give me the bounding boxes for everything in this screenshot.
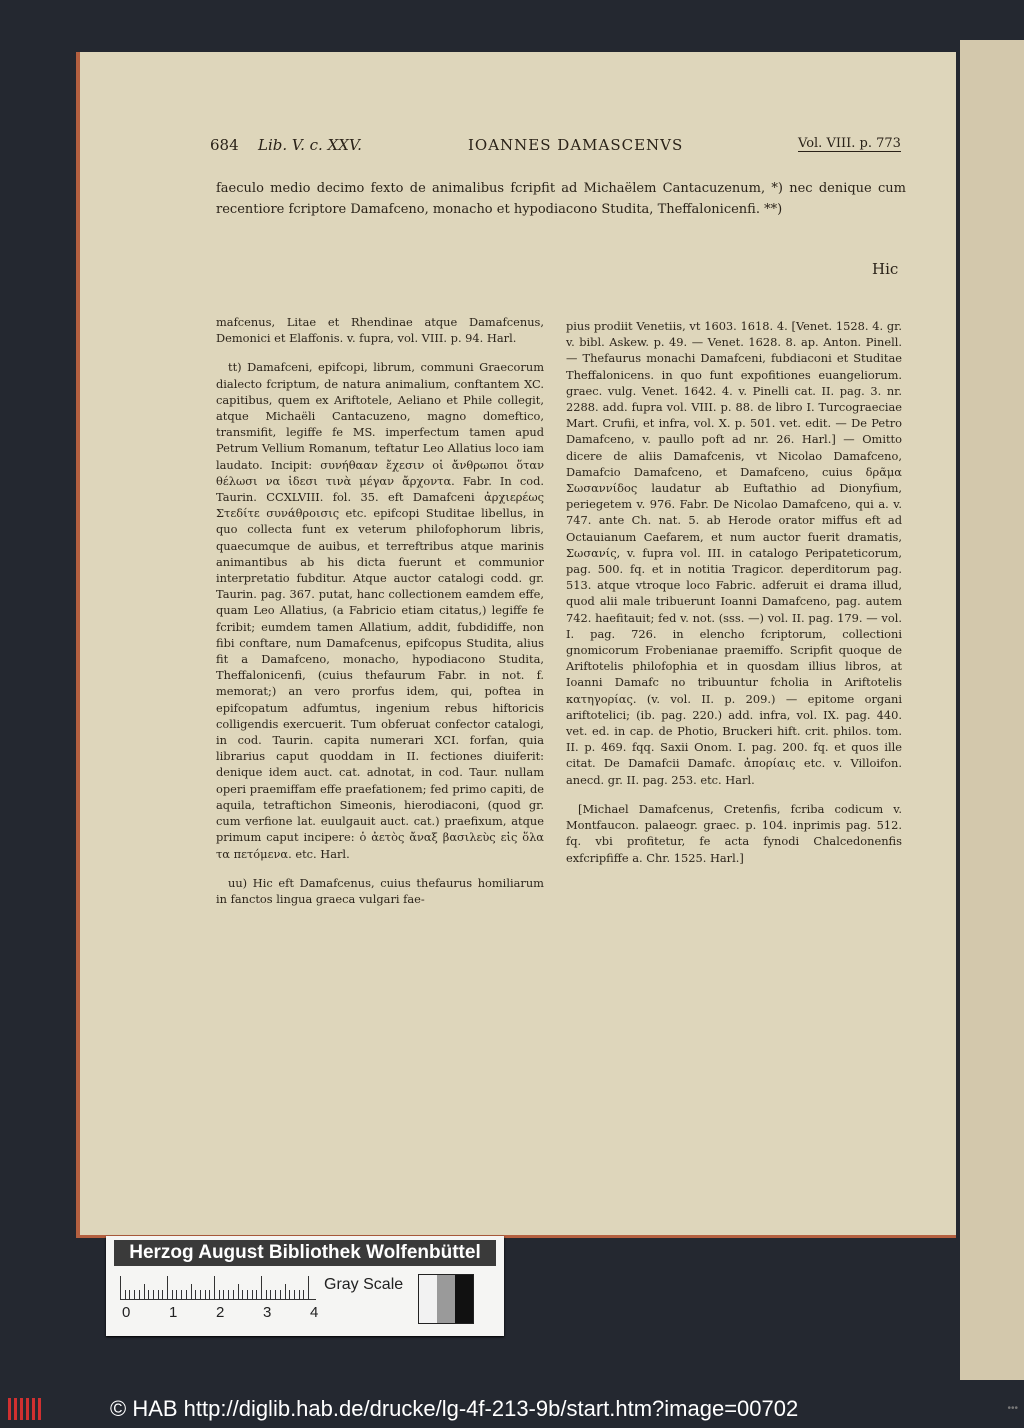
ruler-tick xyxy=(219,1290,220,1300)
adjacent-page-edge xyxy=(960,40,1024,1380)
section-ref: Lib. V. c. XXV. xyxy=(258,136,362,154)
dots-icon: ••• xyxy=(1007,1403,1018,1414)
ruler-tick xyxy=(289,1290,290,1300)
ruler-tick xyxy=(134,1290,135,1300)
intro-text: faeculo medio decimo fexto de animalibus fcripfit ad Michaëlem Cantacuzenum, *) nec denique cum recentiore fcriptore Damafceno, monacho et hypodiacono Studita, Theffalonicenfi. **) xyxy=(216,181,906,217)
hab-logo-icon xyxy=(8,1398,44,1420)
ruler-tick xyxy=(280,1290,281,1300)
ruler-tick xyxy=(247,1290,248,1300)
footnote-paragraph: mafcenus, Litae et Rhendinae atque Damafcenus, Demonici et Elaffonis. v. fupra, vol. VIII. p. 94. Harl. xyxy=(216,315,544,346)
ruler-tick xyxy=(129,1290,130,1300)
ruler-tick xyxy=(294,1290,295,1300)
volume-ref: Vol. VIII. p. 773 xyxy=(798,136,901,151)
left-footnote-column xyxy=(216,314,544,920)
ruler-tick xyxy=(270,1290,271,1300)
footnote-paragraph: uu) Hic eft Damafcenus, cuius thefaurus homiliarum in fanctos lingua graeca vulgari fae- xyxy=(216,875,544,906)
page-number: 684 xyxy=(210,136,239,154)
ruler-tick xyxy=(158,1290,159,1300)
library-name: Herzog August Bibliothek Wolfenbüttel xyxy=(114,1240,496,1266)
ruler-tick xyxy=(209,1290,210,1300)
ruler-tick xyxy=(228,1290,229,1300)
ruler-tick xyxy=(238,1284,239,1300)
footnote-paragraph: [Michael Damafcenus, Cretenfis, fcriba codicum v. Montfaucon. palaeogr. graec. p. 104. inprimis pag. 512. fq. vbi profitetur, fe acta fynodi Chalcedonenfis exfcripfiffe a. Chr. 1525. Harl.] xyxy=(566,801,902,865)
ruler-tick xyxy=(176,1290,177,1300)
footnote-paragraph: pius prodiit Venetiis, vt 1603. 1618. 4. [Venet. 1528. 4. gr. v. bibl. Askew. p. 49. — Venet. 1628. 8. ap. Anton. Pinell. — Thefaurus monachi Damafceni, fubdiaconi et Studitae Theffalonicens. in quo funt expofitiones euangeliorum. graec. vulg. Venet. 1642. 4. v. Pinelli cat. II. pag. 3. nr. 2288. add. fupra vol. VIII. p. 88. de libro I. Turcograeciae Mart. Crufii, et infra, vol. X. p. 501. vet. edit. — De Petro Damafceno, v. paullo poft ad nr. 26. Harl.] — Omitto dicere de aliis Damafcenis, vt Nicolao Damafceno, Damafcio Damafceno, et Damafceno, cuius δρᾶμα Σωσαννίδος laudatur ab Euftathio ad Dionyfium, periegetem v. 976. Fabr. De Nicolao Damafceno, qui a. v. 747. ante Ch. nat. 5. ab Herode orator miffus eft ad Octauianum Caefarem, et num auctor fuerit dramatis, Σωσανίς, v. fupra vol. III. in catalogo Peripateticorum, pag. 500. fq. et in notitia Tragicor. deperditorum pag. 513. atque vtroque loco Fabric. adferuit ei drama illud, quod alii male tribuerunt Ioanni Damafceno, pag. autem 742. haefitauit; fed v. not. (sss. —) vol. II. pag. 179. — vol. I. pag. 726. in elencho fcriptorum, collectioni gnomicorum Frobenianae praemiffo. Scripfit quoque de Ariftotelis philofophia et in quosdam illius libros, at Ioanni Damafc no tribuuntur fcholia in Ariftotelis κατηγορίας. (v. vol. II. p. 209.) — epitome organi ariftotelici; (ib. pag. 220.) add. infra, vol. IX. pag. 440. vet. ed. in cap. de Photio, Bruckeri hift. crit. philos. tom. II. p. 469. fqq. Saxii Onom. I. pag. 200. fq. et quos ille citat. De Damafcii Damafc. ἀπορίαις etc. v. Villoifon. anecd. gr. II. pag. 253. etc. Harl. xyxy=(566,319,902,787)
ruler-tick xyxy=(223,1290,224,1300)
ruler-tick xyxy=(214,1276,215,1300)
ruler-tick xyxy=(186,1290,187,1300)
scale-number: 2 xyxy=(216,1304,225,1321)
footnote-paragraph: tt) Damafceni, epifcopi, librum, communi Graecorum dialecto fcriptum, de natura animalium, conftantem XC. capitibus, quem ex Ariftotele, Aeliano et Phile collegit, atque Michaëli Cantacuzeno, magno domeftico, transmifit, legiffe fe MS. imperfectum tamen apud Petrum Vellium Romanum, teftatur Leo Allatius loco iam laudato. Incipit: συνήθααν ἔχεσιν οἱ ἄνθρωποι ὅταν θέλωσι να ἰδεσι τινὰ μέγαν ἄρχοντα. Fabr. In cod. Taurin. CCXLVIII. fol. 35. eft Damafceni ἀρχιερέως Στεδίτε συνάθροισις etc. epifcopi Studitae libellus, in quo collecta funt ex veterum philofophorum libris, quaecumque de auibus, et terreftribus atque marinis animantibus ab his dicta fuerunt et communior interpretatio fubditur. Atque auctor catalogi codd. gr. Taurin. pag. 367. putat, hanc collectionem eamdem effe, quam Leo Allatius, (a Fabricio etiam citatus,) legiffe fe fcribit; eumdem tamen Allatium, addit, fubdidiffe, non fibi conftare, num Damafcenus, epifcopus Studita, alius fit a Damafceno, monacho, hypodiacono Studita, Theffalonicenfi, (cuius thefaurum Fabr. in not. f. memorat;) an vero prorfus idem, qui, poftea in epifcopatum adfumtus, ingenium rebus hiftoricis colligendis exercuerit. Tum obferuat confector catalogi, in cod. Taurin. capita numerari XCI. forfan, quia librarius caput quoddam in II. fectiones diuiferit: denique idem auct. cat. adnotat, in cod. Taur. nullam operi praemiffam effe praefationem; fed primo capiti, de aquila, tetraftichon Simeonis, hierodiaconi, (quod gr. cum verfione lat. euulgauit auct. cat.) praefixum, atque primum caput incipere: ὁ ἀετὸς ἄναξ βασιλεὺς εἰς ὅλα τα πετόμενα. etc. Harl. xyxy=(216,360,544,861)
ruler-tick xyxy=(233,1290,234,1300)
scale-number: 0 xyxy=(122,1304,131,1321)
ruler-tick xyxy=(275,1290,276,1300)
ruler-tick xyxy=(139,1290,140,1300)
running-title: IOANNES DAMASCENVS xyxy=(468,136,684,154)
footer-bar xyxy=(0,1390,1024,1428)
catchword: Hic xyxy=(872,260,899,278)
ruler-tick xyxy=(167,1276,168,1300)
ruler-tick xyxy=(266,1290,267,1300)
ruler-tick xyxy=(285,1284,286,1300)
ruler-tick xyxy=(153,1290,154,1300)
gray-scale-swatch xyxy=(418,1274,474,1324)
copyright-url[interactable]: © HAB http://diglib.hab.de/drucke/lg-4f-213-9b/start.htm?image=00702 xyxy=(110,1396,799,1421)
ruler-tick xyxy=(162,1290,163,1300)
running-header xyxy=(210,136,910,162)
ruler-tick xyxy=(191,1284,192,1300)
scale-number: 1 xyxy=(169,1304,178,1321)
ruler-tick xyxy=(120,1276,121,1300)
ruler-tick xyxy=(172,1290,173,1300)
ruler-tick xyxy=(181,1290,182,1300)
ruler-tick xyxy=(261,1276,262,1300)
ruler-tick xyxy=(242,1290,243,1300)
ruler-tick xyxy=(308,1276,309,1300)
ruler-tick xyxy=(205,1290,206,1300)
ruler-tick xyxy=(125,1290,126,1300)
gray-scale-label: Gray Scale xyxy=(324,1276,404,1293)
ruler-tick xyxy=(148,1290,149,1300)
library-color-card xyxy=(106,1236,504,1336)
ruler-tick xyxy=(303,1290,304,1300)
scale-ruler xyxy=(120,1276,316,1300)
ruler-tick xyxy=(252,1290,253,1300)
ruler-tick xyxy=(200,1290,201,1300)
ruler-tick xyxy=(256,1290,257,1300)
scale-number: 3 xyxy=(263,1304,272,1321)
ruler-tick xyxy=(144,1284,145,1300)
ruler-tick xyxy=(195,1290,196,1300)
right-footnote-column xyxy=(566,318,902,879)
scale-number: 4 xyxy=(310,1304,319,1321)
ruler-tick xyxy=(299,1290,300,1300)
